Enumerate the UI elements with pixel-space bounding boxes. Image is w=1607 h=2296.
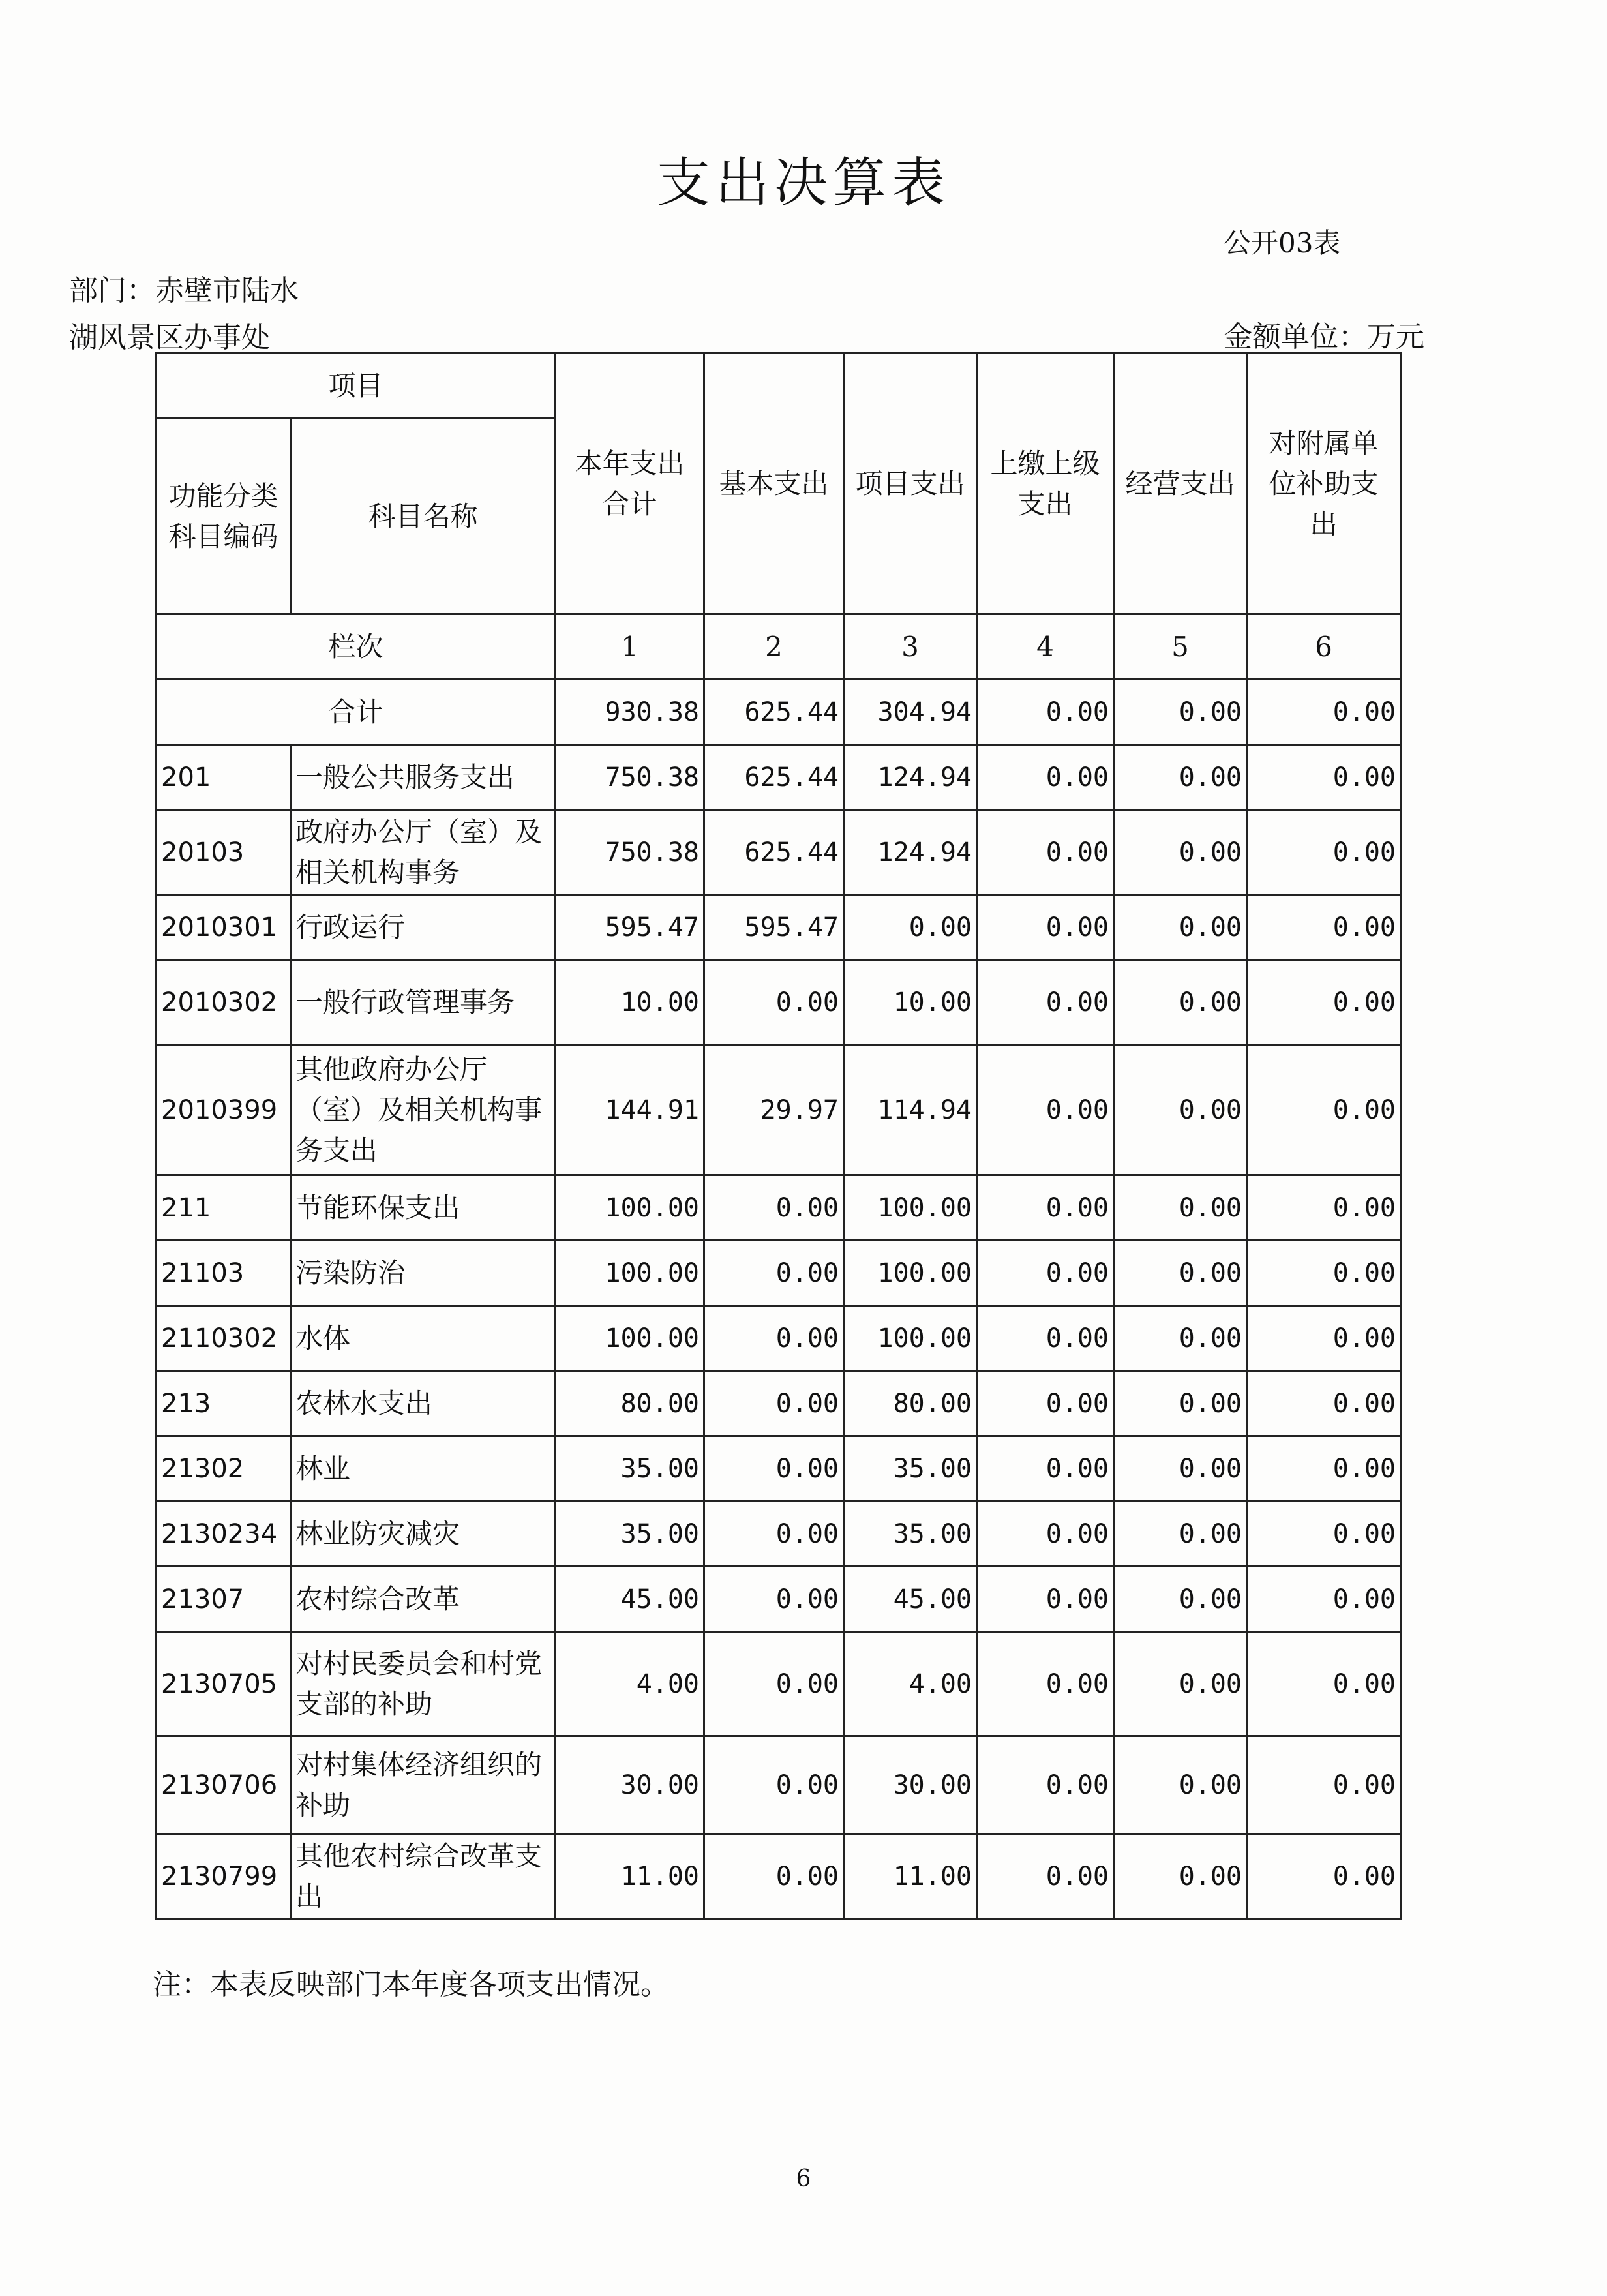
subject-name: 一般公共服务支出 <box>291 745 556 810</box>
amount-cell: 35.00 <box>844 1502 977 1567</box>
amount-cell: 625.44 <box>704 745 844 810</box>
amount-cell: 0.00 <box>1247 960 1401 1045</box>
amount-cell: 750.38 <box>556 745 704 810</box>
amount-cell: 35.00 <box>844 1436 977 1502</box>
subject-name: 一般行政管理事务 <box>291 960 556 1045</box>
amount-cell: 0.00 <box>704 1436 844 1502</box>
subject-name: 林业 <box>291 1436 556 1502</box>
header-col-project: 项目支出 <box>844 354 977 614</box>
amount-cell: 100.00 <box>844 1306 977 1371</box>
amount-cell: 0.00 <box>1247 745 1401 810</box>
amount-cell: 0.00 <box>977 1241 1114 1306</box>
amount-cell: 0.00 <box>977 1436 1114 1502</box>
amount-cell: 29.97 <box>704 1045 844 1175</box>
header-col-total: 本年支出 合计 <box>556 354 704 614</box>
amount-cell: 0.00 <box>1247 895 1401 960</box>
func-code: 21302 <box>157 1436 291 1502</box>
subject-name: 林业防灾减灾 <box>291 1502 556 1567</box>
amount-cell: 625.44 <box>704 810 844 895</box>
table-row <box>157 1502 1401 1567</box>
amount-cell: 0.00 <box>1114 1436 1247 1502</box>
amount-cell: 0.00 <box>1114 1306 1247 1371</box>
amount-cell: 0.00 <box>704 1175 844 1241</box>
func-code: 2110302 <box>157 1306 291 1371</box>
amount-cell: 0.00 <box>977 1045 1114 1175</box>
amount-cell: 124.94 <box>844 810 977 895</box>
row-index-1: 1 <box>556 614 704 680</box>
amount-cell: 30.00 <box>844 1736 977 1834</box>
amount-cell: 0.00 <box>1114 1567 1247 1632</box>
amount-cell: 0.00 <box>1114 895 1247 960</box>
subject-name: 农林水支出 <box>291 1371 556 1436</box>
footnote: 注：本表反映部门本年度各项支出情况。 <box>153 1968 669 2001</box>
table-row <box>157 1306 1401 1371</box>
amount-cell: 0.00 <box>977 1371 1114 1436</box>
page-title: 支出决算表 <box>656 152 950 214</box>
amount-cell: 10.00 <box>556 960 704 1045</box>
total-value: 930.38 <box>556 680 704 745</box>
amount-cell: 0.00 <box>1247 1045 1401 1175</box>
row-index-3: 3 <box>844 614 977 680</box>
amount-cell: 0.00 <box>977 745 1114 810</box>
amount-cell: 0.00 <box>1247 1241 1401 1306</box>
table-row <box>157 1241 1401 1306</box>
amount-cell: 0.00 <box>1114 1371 1247 1436</box>
header-col-operating: 经营支出 <box>1114 354 1247 614</box>
subject-name: 节能环保支出 <box>291 1175 556 1241</box>
amount-cell: 0.00 <box>977 1834 1114 1919</box>
amount-cell: 750.38 <box>556 810 704 895</box>
table-row <box>157 1736 1401 1834</box>
header-col-upper: 上缴上级 支出 <box>977 354 1114 614</box>
table-row <box>157 810 1401 895</box>
page-number: 6 <box>796 2166 811 2192</box>
amount-cell: 0.00 <box>977 1736 1114 1834</box>
amount-cell: 0.00 <box>704 1371 844 1436</box>
func-code: 211 <box>157 1175 291 1241</box>
amount-cell: 144.91 <box>556 1045 704 1175</box>
amount-cell: 100.00 <box>556 1306 704 1371</box>
amount-cell: 0.00 <box>844 895 977 960</box>
amount-cell: 0.00 <box>977 1567 1114 1632</box>
func-code: 201 <box>157 745 291 810</box>
amount-cell: 114.94 <box>844 1045 977 1175</box>
table-row <box>157 1834 1401 1919</box>
amount-cell: 100.00 <box>556 1241 704 1306</box>
table-row <box>157 1175 1401 1241</box>
amount-cell: 0.00 <box>1247 1371 1401 1436</box>
amount-cell: 30.00 <box>556 1736 704 1834</box>
func-code: 2010301 <box>157 895 291 960</box>
func-code: 2130705 <box>157 1632 291 1736</box>
row-index-4: 4 <box>977 614 1114 680</box>
header-subject-name: 科目名称 <box>291 419 556 614</box>
amount-cell: 4.00 <box>556 1632 704 1736</box>
subject-name: 其他农村综合改革支出 <box>291 1834 556 1919</box>
amount-cell: 0.00 <box>704 1502 844 1567</box>
table-row <box>157 1371 1401 1436</box>
department-line-1: 部门：赤壁市陆水 <box>69 274 299 307</box>
func-code: 2130799 <box>157 1834 291 1919</box>
amount-cell: 0.00 <box>977 1306 1114 1371</box>
amount-cell: 100.00 <box>844 1241 977 1306</box>
func-code: 2010302 <box>157 960 291 1045</box>
amount-cell: 0.00 <box>977 1175 1114 1241</box>
amount-cell: 0.00 <box>977 895 1114 960</box>
total-row <box>157 680 1401 745</box>
expenditure-table <box>155 352 1402 1920</box>
row-index-5: 5 <box>1114 614 1247 680</box>
amount-cell: 0.00 <box>977 1502 1114 1567</box>
row-index-label: 栏次 <box>157 614 556 680</box>
amount-cell: 0.00 <box>1114 1736 1247 1834</box>
amount-cell: 0.00 <box>977 1632 1114 1736</box>
table-row <box>157 1045 1401 1175</box>
func-code: 21103 <box>157 1241 291 1306</box>
total-value: 0.00 <box>977 680 1114 745</box>
subject-name: 对村集体经济组织的补助 <box>291 1736 556 1834</box>
department <box>69 267 299 361</box>
subject-name: 农村综合改革 <box>291 1567 556 1632</box>
amount-cell: 0.00 <box>704 1567 844 1632</box>
total-label: 合计 <box>157 680 556 745</box>
form-number: 公开03表 <box>1224 227 1341 259</box>
subject-name: 水体 <box>291 1306 556 1371</box>
amount-cell: 0.00 <box>704 1632 844 1736</box>
amount-cell: 0.00 <box>1114 1045 1247 1175</box>
amount-cell: 0.00 <box>1114 1175 1247 1241</box>
amount-cell: 0.00 <box>1114 1632 1247 1736</box>
amount-cell: 0.00 <box>704 1736 844 1834</box>
amount-cell: 0.00 <box>1114 1834 1247 1919</box>
total-value: 0.00 <box>1114 680 1247 745</box>
total-value: 625.44 <box>704 680 844 745</box>
amount-cell: 0.00 <box>1247 1175 1401 1241</box>
header-col-basic: 基本支出 <box>704 354 844 614</box>
amount-cell: 0.00 <box>1247 1567 1401 1632</box>
row-index <box>157 614 1401 680</box>
table-row <box>157 1567 1401 1632</box>
header-col-subsidy: 对附属单 位补助支 出 <box>1247 354 1401 614</box>
amount-cell: 10.00 <box>844 960 977 1045</box>
amount-cell: 595.47 <box>556 895 704 960</box>
amount-cell: 0.00 <box>1114 810 1247 895</box>
amount-cell: 0.00 <box>1247 1736 1401 1834</box>
amount-cell: 100.00 <box>556 1175 704 1241</box>
amount-cell: 0.00 <box>1247 1834 1401 1919</box>
table-row <box>157 960 1401 1045</box>
amount-cell: 45.00 <box>556 1567 704 1632</box>
amount-cell: 0.00 <box>1114 960 1247 1045</box>
header-row-1 <box>157 354 1401 419</box>
amount-cell: 0.00 <box>704 1834 844 1919</box>
table-row <box>157 1436 1401 1502</box>
amount-cell: 0.00 <box>977 960 1114 1045</box>
amount-cell: 0.00 <box>1247 1632 1401 1736</box>
amount-cell: 0.00 <box>704 1241 844 1306</box>
amount-cell: 0.00 <box>1114 1502 1247 1567</box>
amount-cell: 0.00 <box>1114 1241 1247 1306</box>
total-value: 0.00 <box>1247 680 1401 745</box>
func-code: 2130234 <box>157 1502 291 1567</box>
subject-name: 其他政府办公厅（室）及相关机构事务支出 <box>291 1045 556 1175</box>
amount-cell: 0.00 <box>977 810 1114 895</box>
amount-cell: 35.00 <box>556 1436 704 1502</box>
header-func-code: 功能分类 科目编码 <box>157 419 291 614</box>
amount-cell: 0.00 <box>1114 745 1247 810</box>
amount-cell: 0.00 <box>1247 1306 1401 1371</box>
func-code: 2010399 <box>157 1045 291 1175</box>
amount-cell: 11.00 <box>556 1834 704 1919</box>
amount-cell: 35.00 <box>556 1502 704 1567</box>
amount-cell: 0.00 <box>1247 1502 1401 1567</box>
subject-name: 政府办公厅（室）及相关机构事务 <box>291 810 556 895</box>
header-item: 项目 <box>157 354 556 419</box>
table-row <box>157 895 1401 960</box>
subject-name: 污染防治 <box>291 1241 556 1306</box>
row-index-2: 2 <box>704 614 844 680</box>
amount-cell: 124.94 <box>844 745 977 810</box>
amount-cell: 0.00 <box>1247 1436 1401 1502</box>
func-code: 21307 <box>157 1567 291 1632</box>
department-line-2: 湖风景区办事处 <box>69 321 270 354</box>
amount-cell: 45.00 <box>844 1567 977 1632</box>
func-code: 213 <box>157 1371 291 1436</box>
amount-cell: 80.00 <box>844 1371 977 1436</box>
amount-cell: 0.00 <box>704 960 844 1045</box>
subject-name: 对村民委员会和村党支部的补助 <box>291 1632 556 1736</box>
amount-cell: 0.00 <box>1247 810 1401 895</box>
func-code: 2130706 <box>157 1736 291 1834</box>
amount-cell: 4.00 <box>844 1632 977 1736</box>
amount-cell: 11.00 <box>844 1834 977 1919</box>
row-index-6: 6 <box>1247 614 1401 680</box>
func-code: 20103 <box>157 810 291 895</box>
subject-name: 行政运行 <box>291 895 556 960</box>
total-value: 304.94 <box>844 680 977 745</box>
table-row <box>157 1632 1401 1736</box>
table-row <box>157 745 1401 810</box>
amount-cell: 0.00 <box>704 1306 844 1371</box>
amount-cell: 100.00 <box>844 1175 977 1241</box>
amount-unit: 金额单位：万元 <box>1224 320 1424 354</box>
amount-cell: 80.00 <box>556 1371 704 1436</box>
amount-cell: 595.47 <box>704 895 844 960</box>
